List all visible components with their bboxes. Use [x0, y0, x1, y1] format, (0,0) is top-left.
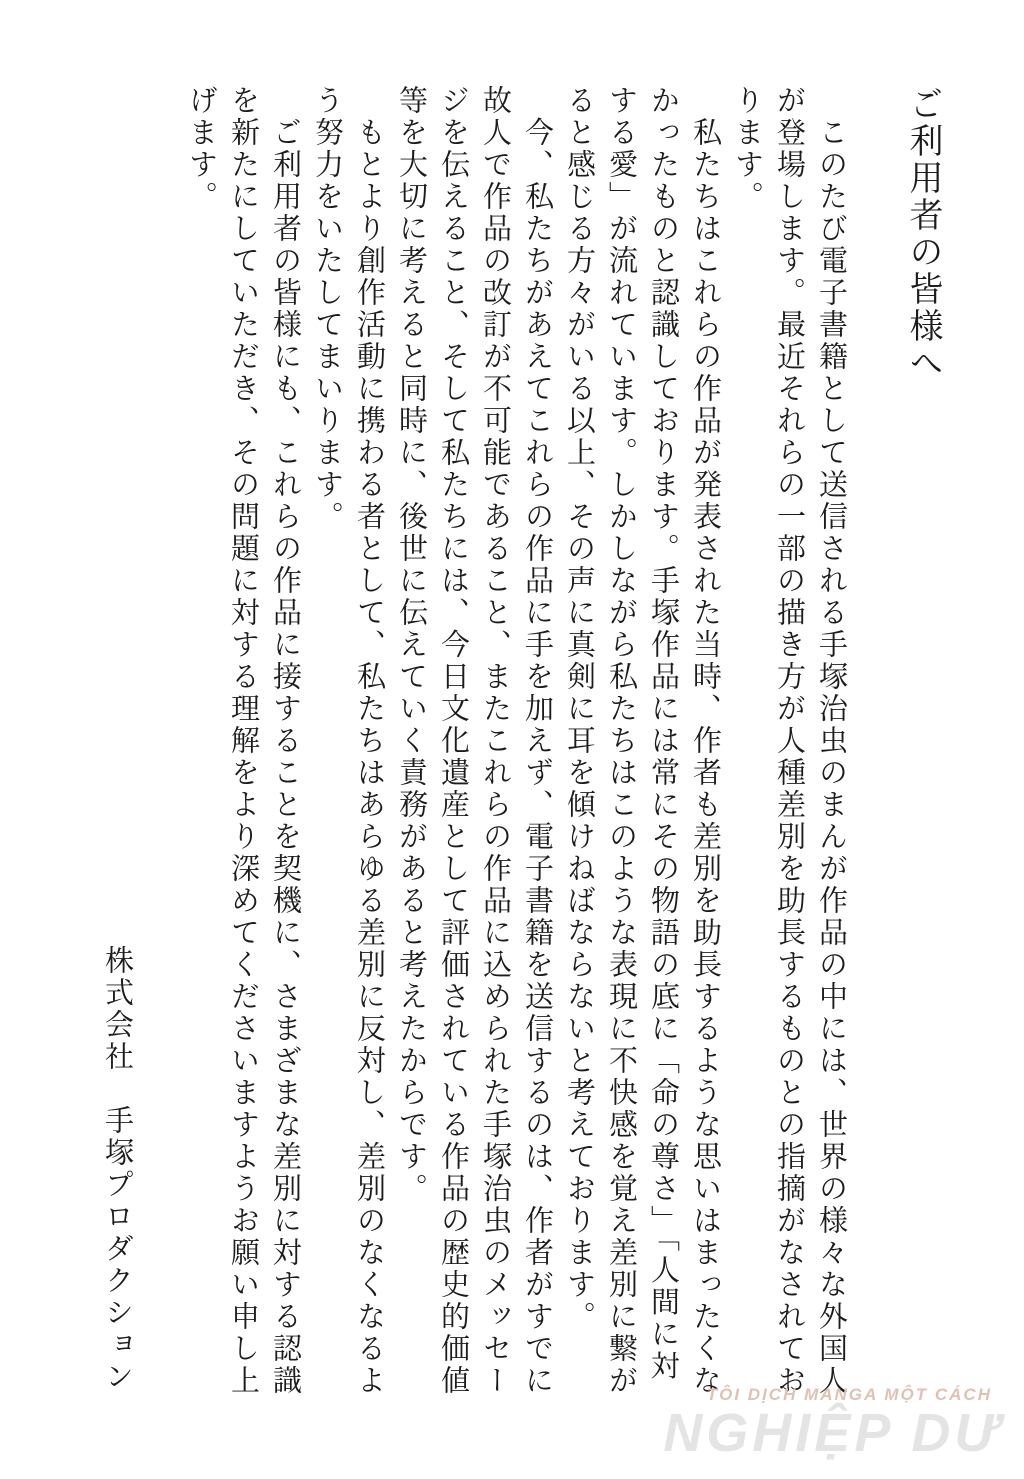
notice-body	[172, 85, 852, 1407]
notice-paragraph: ご利用者の皆様にも、これらの作品に接することを契機に、さまざまな差別に対する認識を新たにしていただき、その問題に対する理解をより深めてくださいますようお願い申し上げます。	[185, 85, 301, 1397]
watermark-line-1: TÔI DỊCH MANGA MỘT CÁCH	[706, 1385, 992, 1404]
notice-paragraph: もとより創作活動に携わる者として、私たちはあらゆる差別に反対し、差別のなくなるよう努力をいたしてまいります。	[311, 85, 385, 1397]
notice-paragraph: 私たちはこれらの作品が発表された当時、作者も差別を助長するような思いはまったくなかったものと認識しております。手塚作品には常にその物語の底に「命の尊さ」「人間に対する愛」が流れています。しかしながら私たちはこのような表現に不快感を覚え差別に繋がると感じる方々がいる以上、その声に真剣に耳を傾けねばならないと考えております。	[563, 85, 721, 1397]
notice-paragraph: このたび電子書籍として送信される手塚治虫のまんが作品の中には、世界の様々な外国人が登場します。最近それらの一部の描き方が人種差別を助長するものとの指摘がなされております。	[731, 85, 847, 1397]
page-title: ご利用者の皆様へ	[904, 86, 941, 382]
company-signature: 株式会社 手塚プロダクション	[101, 945, 133, 1393]
notice-paragraph: 今、私たちがあえてこれらの作品に手を加えず、電子書籍を送信するのは、作者がすでに故人で作品の改訂が不可能であること、またこれらの作品に込められた手塚治虫のメッセージを伝えること、そして私たちには、今日文化遺産として評価されている作品の歴史的価値等を大切に考えると同時に、後世に伝えていく責務があると考えたからです。	[395, 85, 553, 1397]
watermark-line-2: NGHIỆP DƯ	[663, 1403, 1002, 1463]
